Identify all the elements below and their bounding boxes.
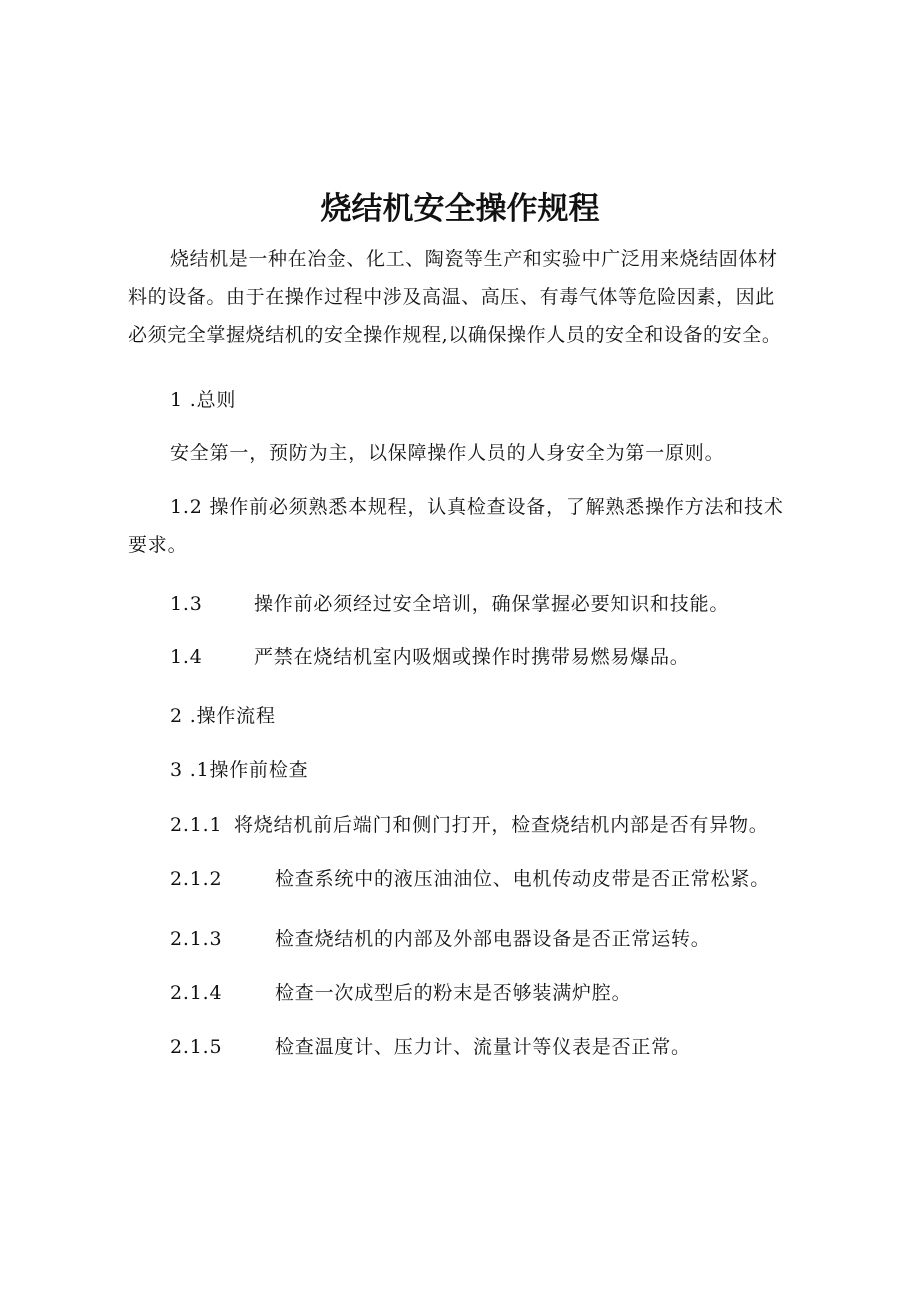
clause-text: 检查系统中的液压油油位、电机传动皮带是否正常松紧。 (275, 868, 771, 890)
section-heading-general (170, 381, 236, 419)
clause-1-2 (128, 488, 792, 564)
document-title: 烧结机安全操作规程 (320, 191, 600, 227)
clause-number: 2.1.3 (170, 928, 223, 950)
clause-text: 操作前必须熟悉本规程，认真检查设备，了解熟悉操作方法和技术要求。 (128, 496, 784, 556)
section-title: .操作流程 (182, 705, 276, 727)
clause-text: 严禁在烧结机室内吸烟或操作时携带易燃易爆品。 (254, 646, 690, 668)
section-number: 3 (170, 759, 183, 781)
clause-number: 1.2 (170, 496, 203, 518)
clause-number: 1.4 (170, 646, 203, 668)
clause-2-1-3 (170, 920, 711, 958)
section-number: 2 (170, 705, 183, 727)
clause-2-1-4 (170, 974, 631, 1012)
subsection-heading-precheck (170, 751, 308, 789)
section-number: 1 (170, 389, 183, 411)
clause-number: 1.3 (170, 593, 203, 615)
clause-2-1-5 (170, 1028, 691, 1066)
clause-1-4 (170, 638, 690, 676)
section-title: .1操作前检查 (182, 759, 309, 781)
clause-text: 操作前必须经过安全培训，确保掌握必要知识和技能。 (254, 593, 730, 615)
clause-2-1-2 (170, 860, 770, 898)
section-title: .总则 (182, 389, 237, 411)
intro-paragraph: 烧结机是一种在冶金、化工、陶瓷等生产和实验中广泛用来烧结固体材料的设备。由于在操作过程中涉及高温、高压、有毒气体等危险因素，因此必须完全掌握烧结机的安全操作规程,以确保操作人员的安全和设备的安全。 (128, 248, 782, 346)
principle-paragraph (170, 434, 724, 472)
clause-number: 2.1.2 (170, 868, 223, 890)
clause-text: 检查一次成型后的粉末是否够装满炉腔。 (275, 982, 632, 1004)
clause-number: 2.1.1 (170, 814, 223, 836)
section-heading-process (170, 697, 276, 735)
clause-1-3 (170, 585, 729, 623)
clause-text: 检查烧结机的内部及外部电器设备是否正常运转。 (275, 928, 711, 950)
clause-number: 2.1.4 (170, 982, 223, 1004)
clause-number: 2.1.5 (170, 1036, 223, 1058)
clause-2-1-1 (170, 806, 769, 844)
clause-text: 检查温度计、压力计、流量计等仪表是否正常。 (275, 1036, 691, 1058)
clause-text: 将烧结机前后端门和侧门打开，检查烧结机内部是否有异物。 (234, 814, 769, 836)
principle-text: 安全第一，预防为主，以保障操作人员的人身安全为第一原则。 (170, 442, 725, 464)
